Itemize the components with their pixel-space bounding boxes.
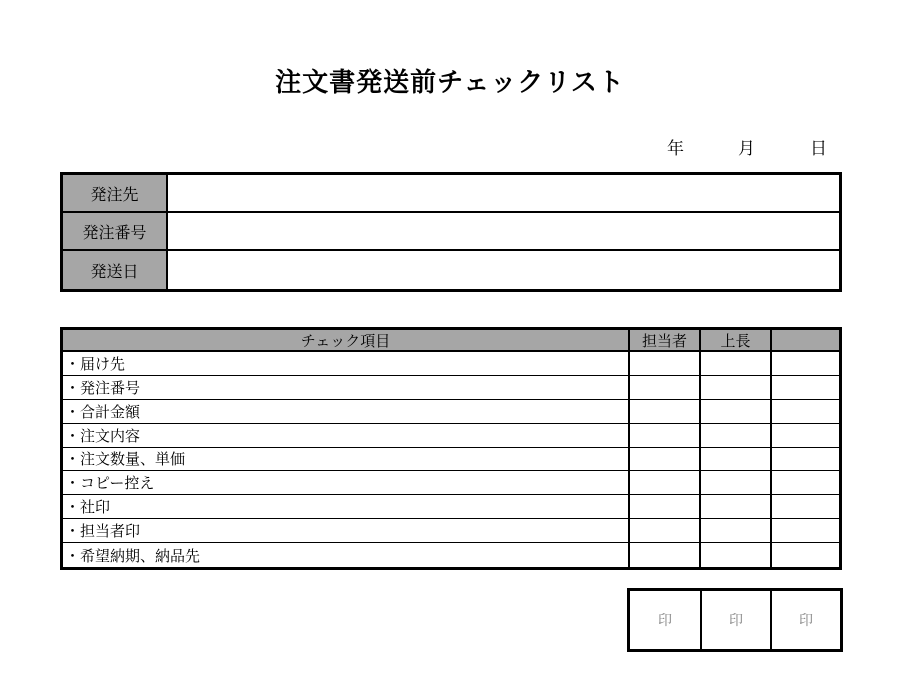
check-item-label: ・希望納期、納品先 [65, 546, 201, 565]
info-label-supplier: 発注先 [63, 175, 168, 213]
check-person-cell[interactable] [628, 400, 699, 424]
check-person-cell[interactable] [628, 448, 699, 472]
check-extra-cell[interactable] [770, 448, 839, 472]
info-label-ship-date: 発送日 [63, 251, 168, 289]
check-person-cell[interactable] [628, 352, 699, 376]
seal-box-2[interactable]: 印 [700, 591, 770, 649]
header-supervisor: 上長 [699, 330, 770, 352]
check-extra-cell[interactable] [770, 400, 839, 424]
check-person-cell[interactable] [628, 543, 699, 567]
seal-box-3[interactable]: 印 [770, 591, 840, 649]
check-extra-cell[interactable] [770, 352, 839, 376]
check-extra-cell[interactable] [770, 471, 839, 495]
check-supervisor-cell[interactable] [699, 519, 770, 543]
date-month-label: 月 [738, 139, 755, 159]
info-label-order-number: 発注番号 [63, 213, 168, 251]
check-supervisor-cell[interactable] [699, 543, 770, 567]
check-extra-cell[interactable] [770, 495, 839, 519]
header-check-item: チェック項目 [63, 330, 628, 352]
check-supervisor-cell[interactable] [699, 448, 770, 472]
check-supervisor-cell[interactable] [699, 352, 770, 376]
date-day-label: 日 [810, 139, 827, 159]
checklist-table [60, 327, 842, 570]
check-item-label: ・届け先 [63, 352, 628, 376]
check-item-label: ・注文内容 [63, 424, 628, 448]
check-item-label: ・発注番号 [63, 376, 628, 400]
check-supervisor-cell[interactable] [699, 400, 770, 424]
info-value-supplier[interactable] [168, 175, 839, 213]
info-value-ship-date[interactable] [168, 251, 839, 289]
check-supervisor-cell[interactable] [699, 424, 770, 448]
header-person-in-charge: 担当者 [628, 330, 699, 352]
check-item-label: ・注文数量、単価 [63, 448, 628, 472]
seal-boxes [627, 588, 843, 652]
check-person-cell[interactable] [628, 495, 699, 519]
check-person-cell[interactable] [628, 519, 699, 543]
check-supervisor-cell[interactable] [699, 471, 770, 495]
check-item-label: ・コピー控え [63, 471, 628, 495]
check-person-cell[interactable] [628, 424, 699, 448]
check-extra-cell[interactable] [770, 519, 839, 543]
check-item-label: ・担当者印 [63, 519, 628, 543]
check-person-cell[interactable] [628, 471, 699, 495]
check-extra-cell[interactable] [770, 543, 839, 567]
check-item-label: ・社印 [63, 495, 628, 519]
header-blank [770, 330, 839, 352]
check-supervisor-cell[interactable] [699, 495, 770, 519]
info-value-order-number[interactable] [168, 213, 839, 251]
date-year-label: 年 [667, 139, 684, 159]
check-extra-cell[interactable] [770, 376, 839, 400]
order-info-table [60, 172, 842, 292]
seal-box-1[interactable]: 印 [658, 613, 672, 629]
page-title: 注文書発送前チェックリスト [275, 68, 625, 98]
check-extra-cell[interactable] [770, 424, 839, 448]
check-person-cell[interactable] [628, 376, 699, 400]
check-supervisor-cell[interactable] [699, 376, 770, 400]
check-item-label: ・合計金額 [63, 400, 628, 424]
